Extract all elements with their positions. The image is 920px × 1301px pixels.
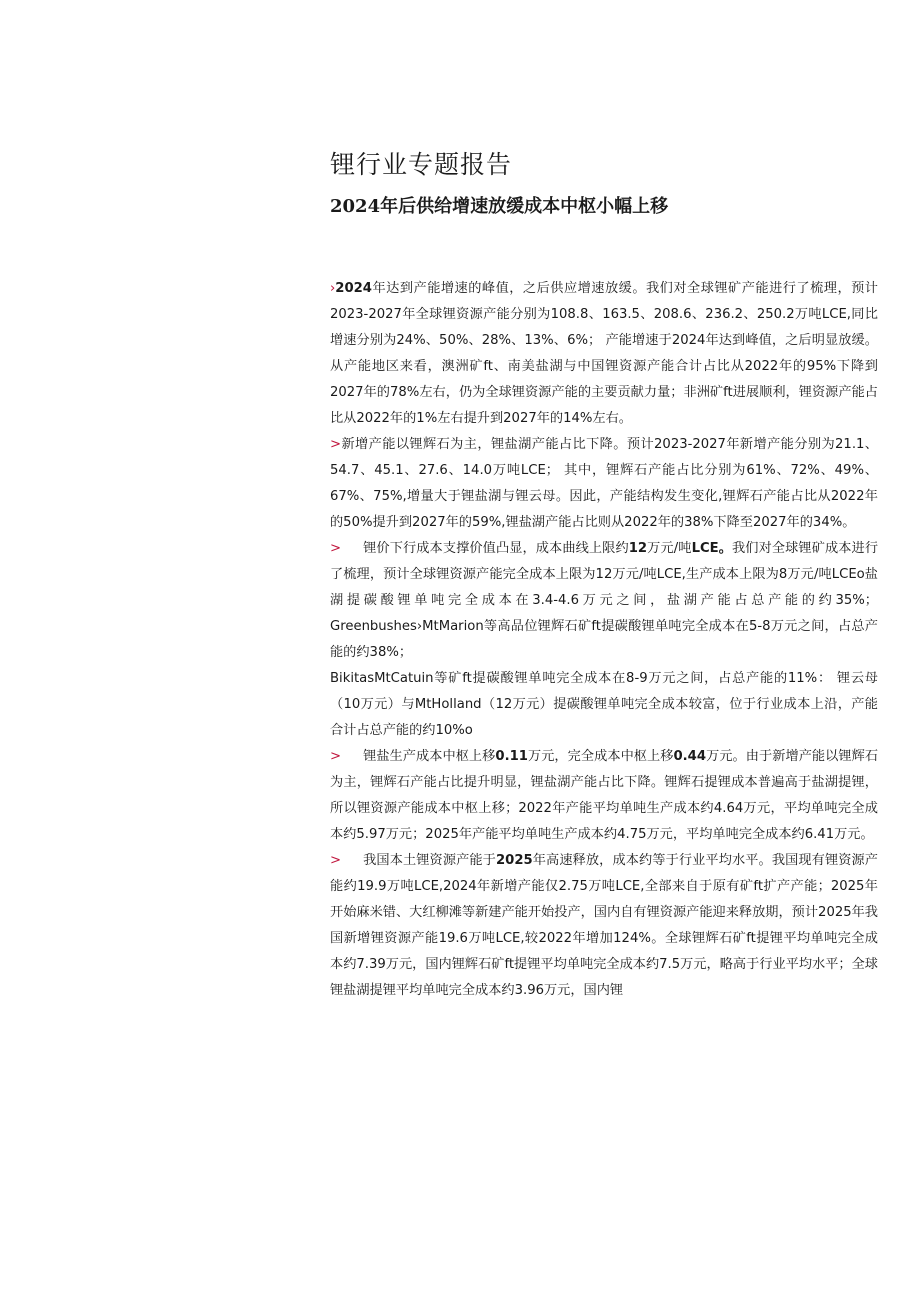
paragraph-text: 我国现有锂资源产能约19.9万吨LCE,2024年新增产能仅2.75万吨LCE,全部来自于原有矿ft扩产产能；2025年开始麻米错、大红柳滩等新建产能开始投产，国内自有锂资源产能迎来释放期，预计2025年我国新增锂资源产能19.6万吨LCE,较2022年增加124%。全球锂辉石矿ft提锂平均单吨完全成本约7.39万元，国内锂辉石矿ft提锂平均单吨完全成本约7.5万元，略高于行业平均水平；全球锂盐湖提锂平均单吨完全成本约3.96万元，国内锂 <box>330 853 878 998</box>
paragraph-text: 我们对全球锂矿成本进行了梳理，预计全球锂资源产能完全成本上限为12万元/吨LCE,生产成本上限为8万元/吨LCEo盐湖提碳酸锂单吨完全成本在3.4-4.6万元之间，盐湖产能占总产能的约35%； Greenbushes›MtMarion等高品位锂辉石矿ft提碳酸锂单吨完全成本在5-8万元之间，占总产能的约38%； <box>330 541 879 660</box>
paragraph-text: 新增产能以锂辉石为主，锂盐湖产能占比下降。预计2023-2027年新增产能分别为21.1、54.7、45.1、27.6、14.0万吨LCE； 其中，锂辉石产能占比分别为61%、72%、49%、67%、75%,增量大于锂盐湖与锂云母。因此，产能结构发生变化,锂辉石产能占比从2022年的50%提升到2027年的59%,锂盐湖产能占比则从2022年的38%下降至2027年的34%。 <box>330 437 878 530</box>
report-subtitle: 2024年后供给增速放缓成本中枢小幅上移 <box>330 196 669 217</box>
bullet-marker: > <box>330 853 342 868</box>
paragraph-text: 年达到产能增速的峰值，之后供应增速放缓。我们对全球锂矿产能进行了梳理，预计2023-2027年全球锂资源产能分别为108.8、163.5、208.6、236.2、250.2万吨LCE,同比增速分别为24%、50%、28%、13%、6%； 产能增速于2024年达到峰值，之后明显放缓。从产能地区来看，澳洲矿ft、南美盐湖与中国锂资源产能合计占比从2022年的95%下降到2027年的78%左右，仍为全球锂资源产能的主要贡献力量；非洲矿ft进展顺利，锂资源产能占比从2022年的1%左右提升到2027年的14%左右。 <box>330 281 878 426</box>
paragraph-domestic-capacity <box>330 848 878 1004</box>
paragraph-lead: 万元/吨 <box>647 541 692 556</box>
emphasis-number: LCE。 <box>691 541 733 556</box>
bullet-marker: > <box>330 541 342 556</box>
report-title: 锂行业专题报告 <box>330 150 513 179</box>
paragraph-lead: 锂价下行成本支撑价值凸显，成本曲线上限约 <box>363 541 629 556</box>
paragraph-lead: 锂盐生产成本中枢上移 <box>363 749 496 764</box>
emphasis-number: 12 <box>628 541 648 556</box>
bullet-marker: > <box>330 437 342 452</box>
paragraph-lead: 年高速释放，成本约等于行业平均水平。 <box>532 853 772 868</box>
emphasis-number: 2025 <box>495 853 533 868</box>
paragraph-lead: 我国本土锂资源产能于 <box>363 853 496 868</box>
paragraph-cost-center <box>330 744 878 848</box>
paragraph-cost-continued <box>330 666 878 744</box>
emphasis-number: 0.44 <box>673 749 707 764</box>
paragraph-lead: 万元，完全成本中枢上移 <box>527 749 674 764</box>
report-body <box>330 276 878 1004</box>
paragraph-cost-curve <box>330 536 878 666</box>
paragraph-text: 由于新增产能以锂辉石为主，锂辉石产能占比提升明显，锂盐湖产能占比下降。锂辉石提锂成本普遍高于盐湖提锂，所以锂资源产能成本中枢上移；2022年产能平均单吨生产成本约4.64万元，平均单吨完全成本约5.97万元；2025年产能平均单吨生产成本约4.75万元，平均单吨完全成本约6.41万元。 <box>330 749 879 842</box>
emphasis-number: 0.11 <box>495 749 528 764</box>
paragraph-capacity-growth <box>330 276 878 432</box>
emphasis-text: 2024 <box>335 281 372 296</box>
paragraph-text: BikitasMtCatuin等矿ft提碳酸锂单吨完全成本在8-9万元之间，占总产能的11%： 锂云母（10万元）与MtHolland（12万元）提碳酸锂单吨完全成本较富，位于行业成本上沿，产能合计占总产能的约10%o <box>330 671 878 738</box>
bullet-marker: › <box>330 281 336 296</box>
paragraph-lead: 万元。 <box>706 749 746 764</box>
paragraph-new-capacity <box>330 432 878 536</box>
bullet-marker: > <box>330 749 342 764</box>
